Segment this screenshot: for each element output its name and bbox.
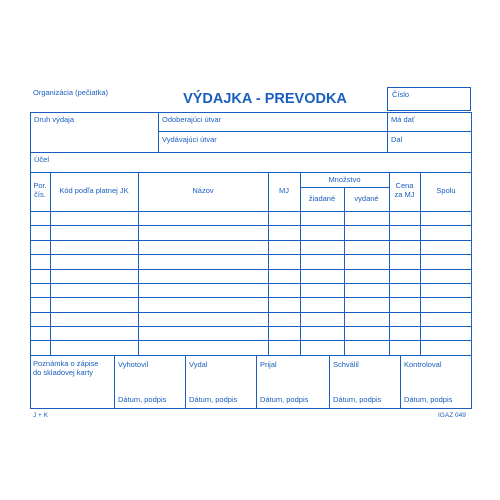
debit-label: Má dať — [391, 115, 415, 124]
col-total-header: Spolu — [436, 186, 456, 195]
divider — [268, 172, 269, 355]
divider — [50, 172, 51, 355]
issuing-unit-label: Vydávajúci útvar — [162, 135, 217, 144]
divider — [30, 172, 472, 173]
number-label: Číslo — [392, 90, 410, 99]
col-quantity-header: Množstvo — [328, 175, 361, 184]
approved-by-signature: Dátum, podpis — [333, 395, 382, 404]
divider — [329, 355, 330, 409]
divider — [387, 112, 388, 152]
prepared-by-label: Vyhotovil — [118, 360, 149, 369]
printer-mark: J + K — [33, 412, 48, 419]
issued-by-label: Vydal — [189, 360, 208, 369]
form-title: VÝDAJKA - PREVODKA — [183, 91, 347, 107]
checked-by-signature: Dátum, podpis — [404, 395, 453, 404]
col-unit-header: MJ — [279, 186, 289, 195]
table-row — [30, 283, 472, 284]
col-price-header: Cena za MJ — [394, 181, 415, 199]
divider — [389, 172, 390, 355]
approved-by-label: Schválil — [333, 360, 359, 369]
divider — [158, 131, 472, 132]
checked-by-label: Kontroloval — [404, 360, 442, 369]
received-by-signature: Dátum, podpis — [260, 395, 309, 404]
table-row — [30, 312, 472, 313]
table-row — [30, 240, 472, 241]
prepared-by-signature: Dátum, podpis — [118, 395, 167, 404]
table-row — [30, 211, 472, 212]
table-row — [30, 340, 472, 341]
table-row — [30, 297, 472, 298]
col-issued-header: vydané — [354, 194, 379, 203]
table-row — [30, 269, 472, 270]
col-code-header: Kód podľa platnej JK — [59, 186, 129, 195]
divider — [30, 152, 472, 153]
divider — [256, 355, 257, 409]
received-by-label: Prijal — [260, 360, 277, 369]
table-row — [30, 326, 472, 327]
credit-label: Dal — [391, 135, 403, 144]
divider — [400, 355, 401, 409]
divider — [138, 172, 139, 355]
divider — [300, 187, 389, 188]
issue-type-label: Druh výdaja — [34, 115, 75, 124]
divider — [420, 172, 421, 355]
form-code: IGAZ 049 — [438, 412, 466, 419]
divider — [114, 355, 115, 409]
issued-by-signature: Dátum, podpis — [189, 395, 238, 404]
note-label: Poznámka o zápise do skladovej karty — [33, 359, 99, 377]
purpose-label: Účel — [34, 155, 50, 164]
divider — [344, 187, 345, 355]
col-index-header: Por. čís. — [33, 181, 47, 199]
col-requested-header: žiadané — [308, 194, 336, 203]
table-bottom — [30, 355, 472, 356]
table-row — [30, 225, 472, 226]
col-name-header: Názov — [192, 186, 214, 195]
divider — [185, 355, 186, 409]
divider — [158, 112, 159, 152]
receiving-unit-label: Odoberajúci útvar — [162, 115, 222, 124]
organization-label: Organizácia (pečiatka) — [33, 88, 109, 97]
table-row — [30, 254, 472, 255]
